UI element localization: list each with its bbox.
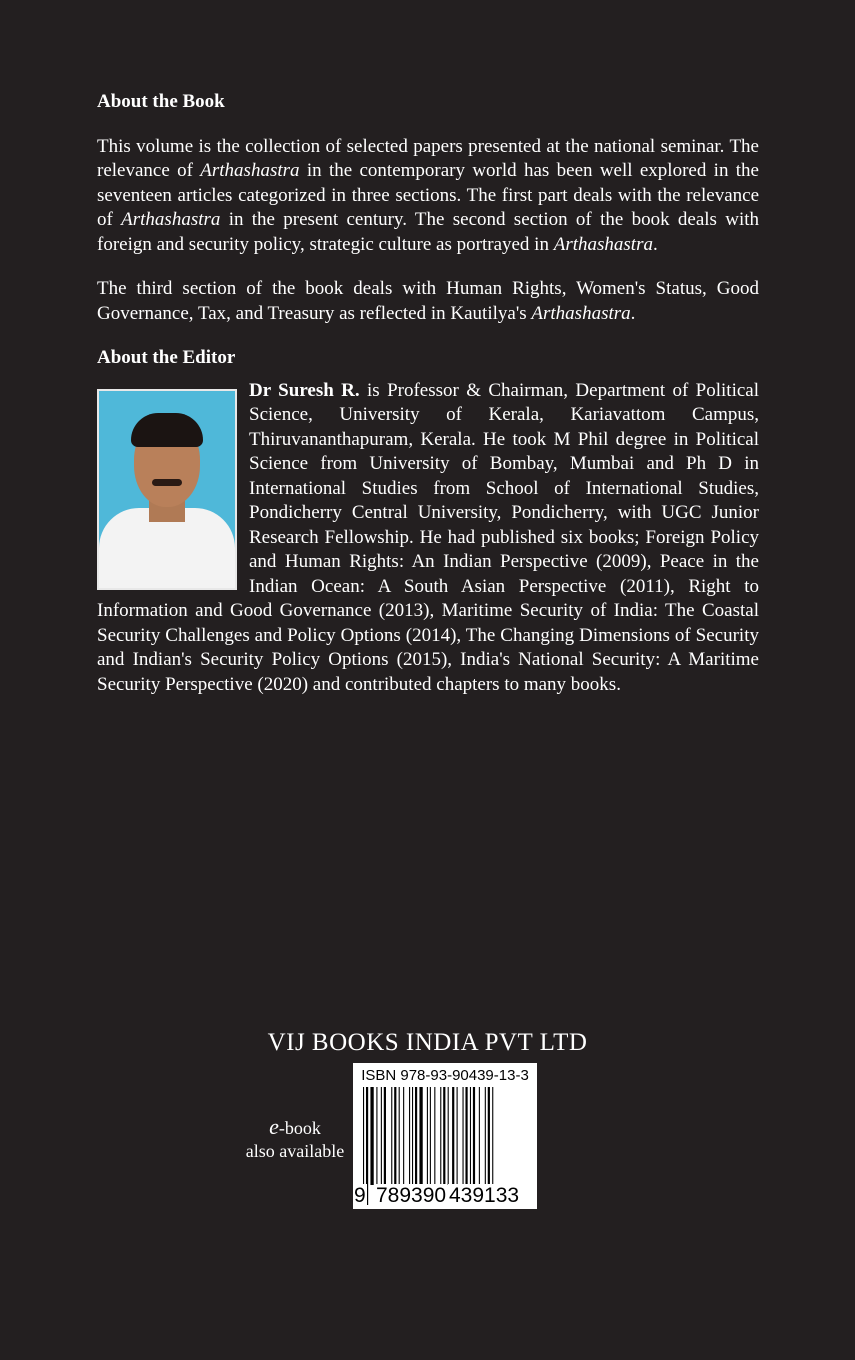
ebook-available: also available [245, 1141, 345, 1161]
ebook-e: e [269, 1114, 279, 1139]
barcode-digit-prefix: 9 [354, 1184, 366, 1207]
barcode-bar [381, 1087, 382, 1185]
italic-title: Arthashastra [553, 233, 653, 255]
editor-name: Dr Suresh R. [249, 379, 360, 401]
text: in the contemporary world has been well explored in the seventeen articles categorized in three sections. The first part deals with the relevance of [97, 160, 759, 230]
barcode-bar [462, 1087, 463, 1185]
barcode-bar [403, 1087, 404, 1185]
barcode-bar [457, 1087, 458, 1185]
barcode-bar [479, 1087, 480, 1185]
barcode-digits-left: 789390 [376, 1184, 447, 1207]
ebook-notice [240, 1115, 350, 1163]
barcode-bar [465, 1087, 467, 1185]
barcode-bar [448, 1087, 449, 1185]
text: . [652, 233, 658, 255]
barcode-bar [434, 1087, 435, 1185]
italic-title: Arthashastra [200, 160, 300, 181]
barcode-bar [470, 1087, 471, 1185]
publisher-name: VIJ BOOKS INDIA PVT LTD [267, 1029, 588, 1056]
text: The third section of the book deals with Human Rights, Women's Status, Good Governance, Tax, and Treasury as reflected in Kautilya's [97, 278, 759, 324]
ebook-label: -book [278, 1118, 321, 1138]
barcode-bar [452, 1087, 454, 1185]
barcode-digits-right: 439133 [449, 1184, 520, 1207]
text: . [630, 302, 636, 324]
editor-photo [97, 389, 237, 590]
text: This volume is the collection of selected papers presented at the national seminar. The relevance of [97, 135, 759, 181]
barcode-bar [427, 1087, 428, 1185]
about-book-paragraph-1 [97, 135, 759, 258]
barcode-bar [391, 1087, 392, 1185]
italic-title: Arthashastra [531, 302, 631, 324]
about-book-paragraph-2 [97, 277, 759, 326]
text: in the present century. The second section of the book deals with foreign and security policy, strategic culture as portrayed in [97, 209, 760, 255]
barcode-bar [419, 1087, 422, 1185]
barcode-bar [409, 1087, 410, 1185]
barcode-bar [399, 1087, 400, 1185]
barcode-bar [443, 1087, 445, 1185]
barcode-bar [370, 1087, 373, 1185]
barcode-bar [384, 1087, 386, 1185]
isbn-number: ISBN 978-93-90439-13-3 [361, 1067, 529, 1084]
isbn-barcode [353, 1063, 537, 1209]
barcode-bar [394, 1087, 396, 1185]
about-book-heading: About the Book [97, 91, 225, 112]
barcode-bar [485, 1087, 486, 1185]
barcode-bar [440, 1087, 441, 1185]
barcode-bar [415, 1087, 417, 1185]
barcode-bar [412, 1087, 413, 1185]
about-editor-heading: About the Editor [97, 347, 236, 368]
back-cover-text [97, 90, 759, 717]
editor-bio-text: is Professor & Chairman, Department of Political Science, University of Kerala, Kariavattom Campus, Thiruvananthapuram, Kerala. He took M Phil degree in Political Science from University of Bombay, Mumbai and Ph D in International Studies from School of International Studies, Pondicherry Central University, Pondicherry, with UGC Junior Research Fellowship. He had published six books; Foreign Policy and Human Rights: An Indian Perspective (2009), Peace in the Indian Ocean: A South Asian Perspective (2011), Right to Information and Good Governance (2013), Maritime Security of India: The Coastal Security Challenges and Policy Options (2014), The Changing Dimensions of Security and Indian's Security Policy Options (2015), India's National Security: A Maritime Security Perspective (2020) and contributed chapters to many books. [97, 379, 760, 695]
barcode-bar [376, 1087, 377, 1185]
italic-title: Arthashastra [121, 209, 221, 230]
barcode-bar [473, 1087, 475, 1185]
